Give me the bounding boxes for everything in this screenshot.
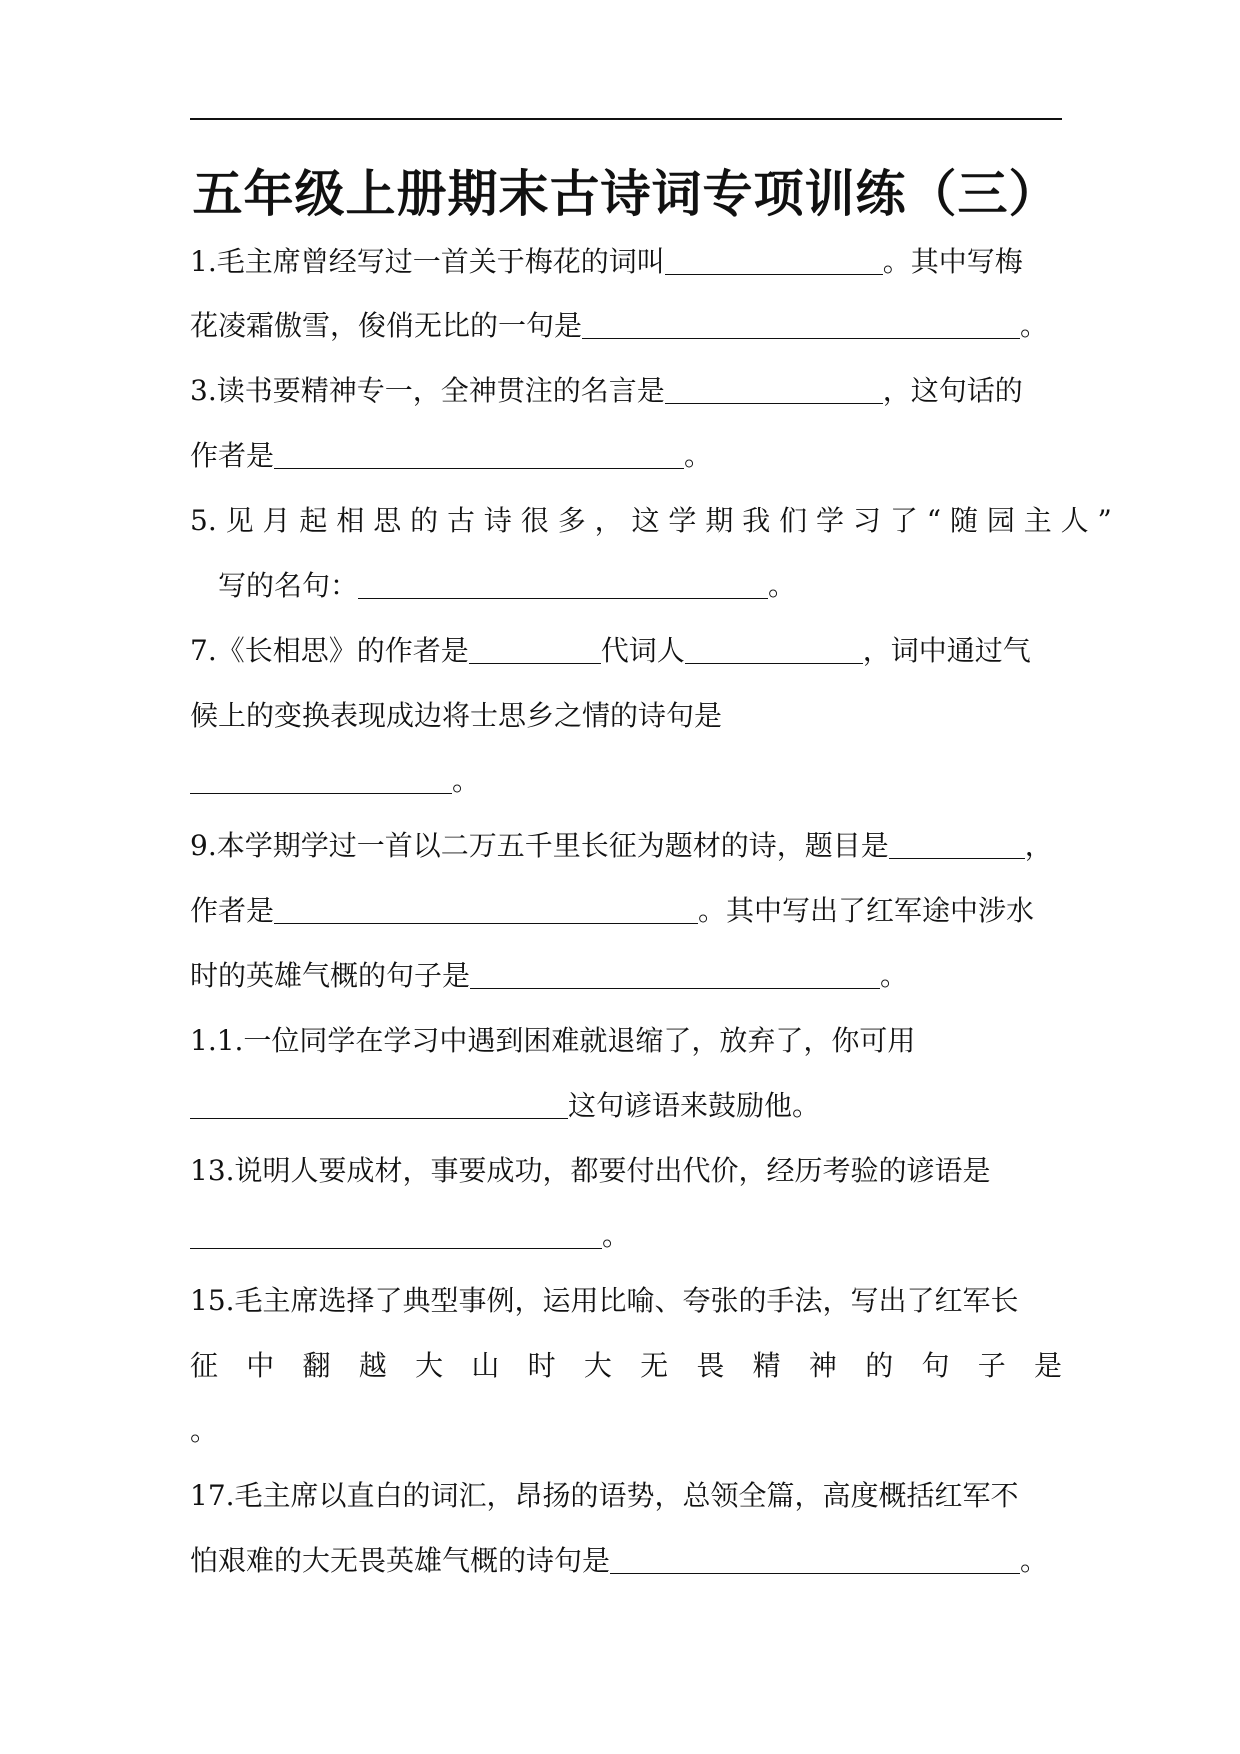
char: 越 [358,1349,387,1382]
question-11-line-2: 这句谚语来鼓励他。 [190,1086,820,1126]
char: 时 [527,1349,556,1382]
question-9-line-1: 9.本学期学过一首以二万五千里长征为题材的诗，题目是 ， [190,829,1053,862]
answer-blank[interactable] [665,246,883,275]
question-17-line-1: 17.毛主席以直白的词汇，昂扬的语势，总领全篇，高度概括红军不 [190,1479,1019,1512]
char: 句 [921,1349,950,1382]
char: 翻 [302,1349,331,1382]
question-13-line-1: 13.说明人要成材，事要成功，都要付出代价，经历考验的谚语是 [190,1154,991,1187]
page-title: 五年级上册期末古诗词专项训练（三） [192,165,1060,223]
question-1-line-2: 花凌霜傲雪，俊俏无比的一句是 。 [190,309,1049,342]
answer-blank[interactable] [190,1220,602,1249]
question-3-line-2: 作者是 。 [190,439,713,472]
question-17-line-2: 怕艰难的大无畏英雄气概的诗句是 。 [190,1544,1049,1577]
char: 大 [583,1349,612,1382]
char: 无 [640,1349,669,1382]
question-13-line-2: 。 [190,1216,630,1256]
answer-blank[interactable] [274,895,698,924]
answer-blank[interactable] [358,570,768,599]
answer-blank[interactable] [685,635,863,664]
question-7-line-2: 候上的变换表现成边将士思乡之情的诗句是 [190,699,723,732]
char: 中 [246,1349,275,1382]
header-rule [190,118,1062,120]
answer-blank[interactable] [190,765,452,794]
question-1-line-1: 1.毛主席曾经写过一首关于梅花的词叫 。其中写梅 [190,245,1023,278]
question-15-line-1: 15.毛主席选择了典型事例，运用比喻、夸张的手法，写出了红军长 [190,1284,1019,1317]
question-15-line-2 [190,1346,1062,1386]
question-9-line-3: 时的英雄气概的句子是 。 [190,959,909,992]
answer-blank[interactable] [610,1545,1020,1574]
char: 征 [190,1349,219,1382]
answer-blank[interactable] [470,960,880,989]
question-11-line-1: 1.1.一位同学在学习中遇到困难就退缩了，放弃了，你可用 [190,1024,916,1057]
question-3-line-1: 3.读书要精神专一，全神贯注的名言是 ，这句话的 [190,374,1023,407]
char: 大 [415,1349,444,1382]
answer-blank[interactable] [274,440,684,469]
char: 畏 [696,1349,725,1382]
char: 神 [808,1349,837,1382]
question-5-line-1: 5. 见 月 起 相 思 的 古 诗 很 多 ， 这 学 期 我 们 学 习 了 “ 随 园 主 人 ” [190,504,1112,537]
char: 是 [1033,1349,1062,1382]
char: 子 [977,1349,1006,1382]
answer-blank[interactable] [469,635,601,664]
char: 精 [752,1349,781,1382]
answer-blank[interactable] [889,830,1025,859]
question-5-line-2: 写的名句： 。 [218,569,797,602]
question-9-line-2: 作者是 。其中写出了红军途中涉水 [190,894,1035,927]
char: 山 [471,1349,500,1382]
question-15-line-3: 。 [190,1414,219,1447]
question-7-line-1: 7.《长相思》的作者是 代词人 ，词中通过气 [190,634,1031,667]
question-7-line-3: 。 [190,761,480,801]
answer-blank[interactable] [190,1090,568,1119]
answer-blank[interactable] [582,310,1020,339]
char: 的 [865,1349,894,1382]
answer-blank[interactable] [665,375,883,404]
